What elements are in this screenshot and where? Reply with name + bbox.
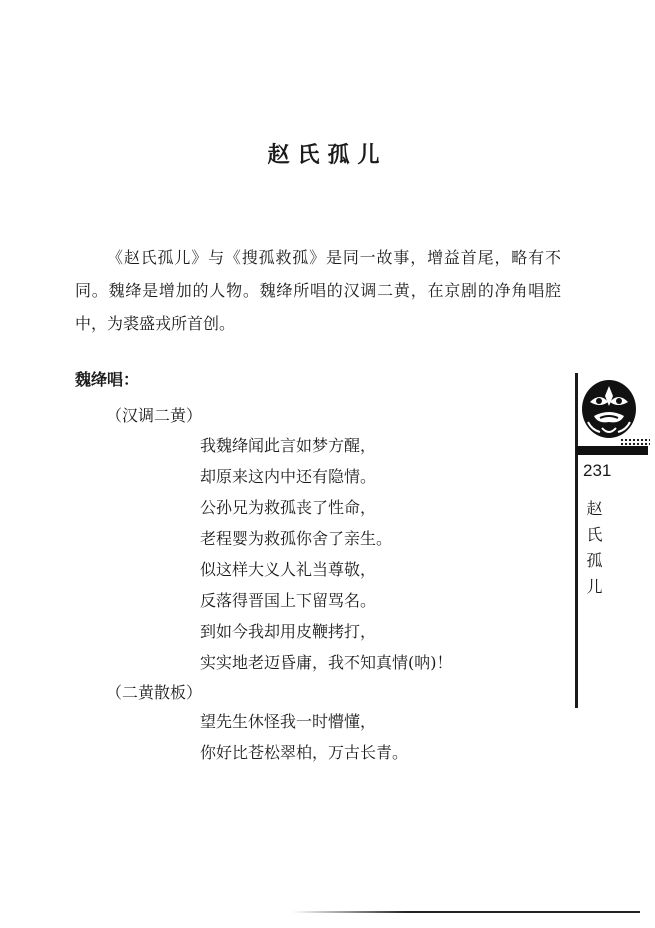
- side-title: 赵氏孤儿: [584, 500, 603, 604]
- bottom-rule: [60, 911, 640, 913]
- opera-mask-icon: [580, 378, 638, 440]
- verse-block-2: [200, 706, 408, 768]
- verse-line: 似这样大义人礼当尊敬，: [200, 560, 377, 579]
- verse-line: 反落得晋国上下留骂名。: [200, 591, 377, 610]
- verse-line: 到如今我却用皮鞭拷打，: [200, 622, 377, 641]
- page-title: 赵氏孤儿: [267, 143, 388, 168]
- verse-line: 望先生休怪我一时懵懂，: [200, 712, 377, 731]
- verse-block-1: [200, 430, 453, 678]
- mode-label-erhuang-sanban: （二黄散板）: [106, 683, 203, 702]
- verse-line: 公孙兄为救孤丧了性命，: [200, 498, 377, 517]
- verse-line: 我魏绛闻此言如梦方醒，: [200, 436, 377, 455]
- intro-text: 《赵氏孤儿》与《搜孤救孤》是同一故事，增益首尾，略有不同。魏绛是增加的人物。魏绛所唱的汉调二黄，在京剧的净角唱腔中，为裘盛戎所首创。: [75, 248, 561, 333]
- mode-label-hangdiao-erhuang: （汉调二黄）: [106, 406, 203, 425]
- verse-line: 老程婴为救孤你舍了亲生。: [200, 529, 393, 548]
- margin-band: [576, 446, 648, 455]
- band-dots: [620, 438, 650, 446]
- page-number: 231: [583, 461, 612, 480]
- verse-line: 实实地老迈昏庸，我不知真情(呐)！: [200, 653, 453, 672]
- verse-line: 却原来这内中还有隐情。: [200, 467, 377, 486]
- speaker-label: 魏绛唱：: [75, 370, 140, 389]
- verse-line: 你好比苍松翠柏，万古长青。: [200, 743, 409, 762]
- margin-rule: [575, 373, 578, 708]
- intro-paragraph: [75, 241, 561, 340]
